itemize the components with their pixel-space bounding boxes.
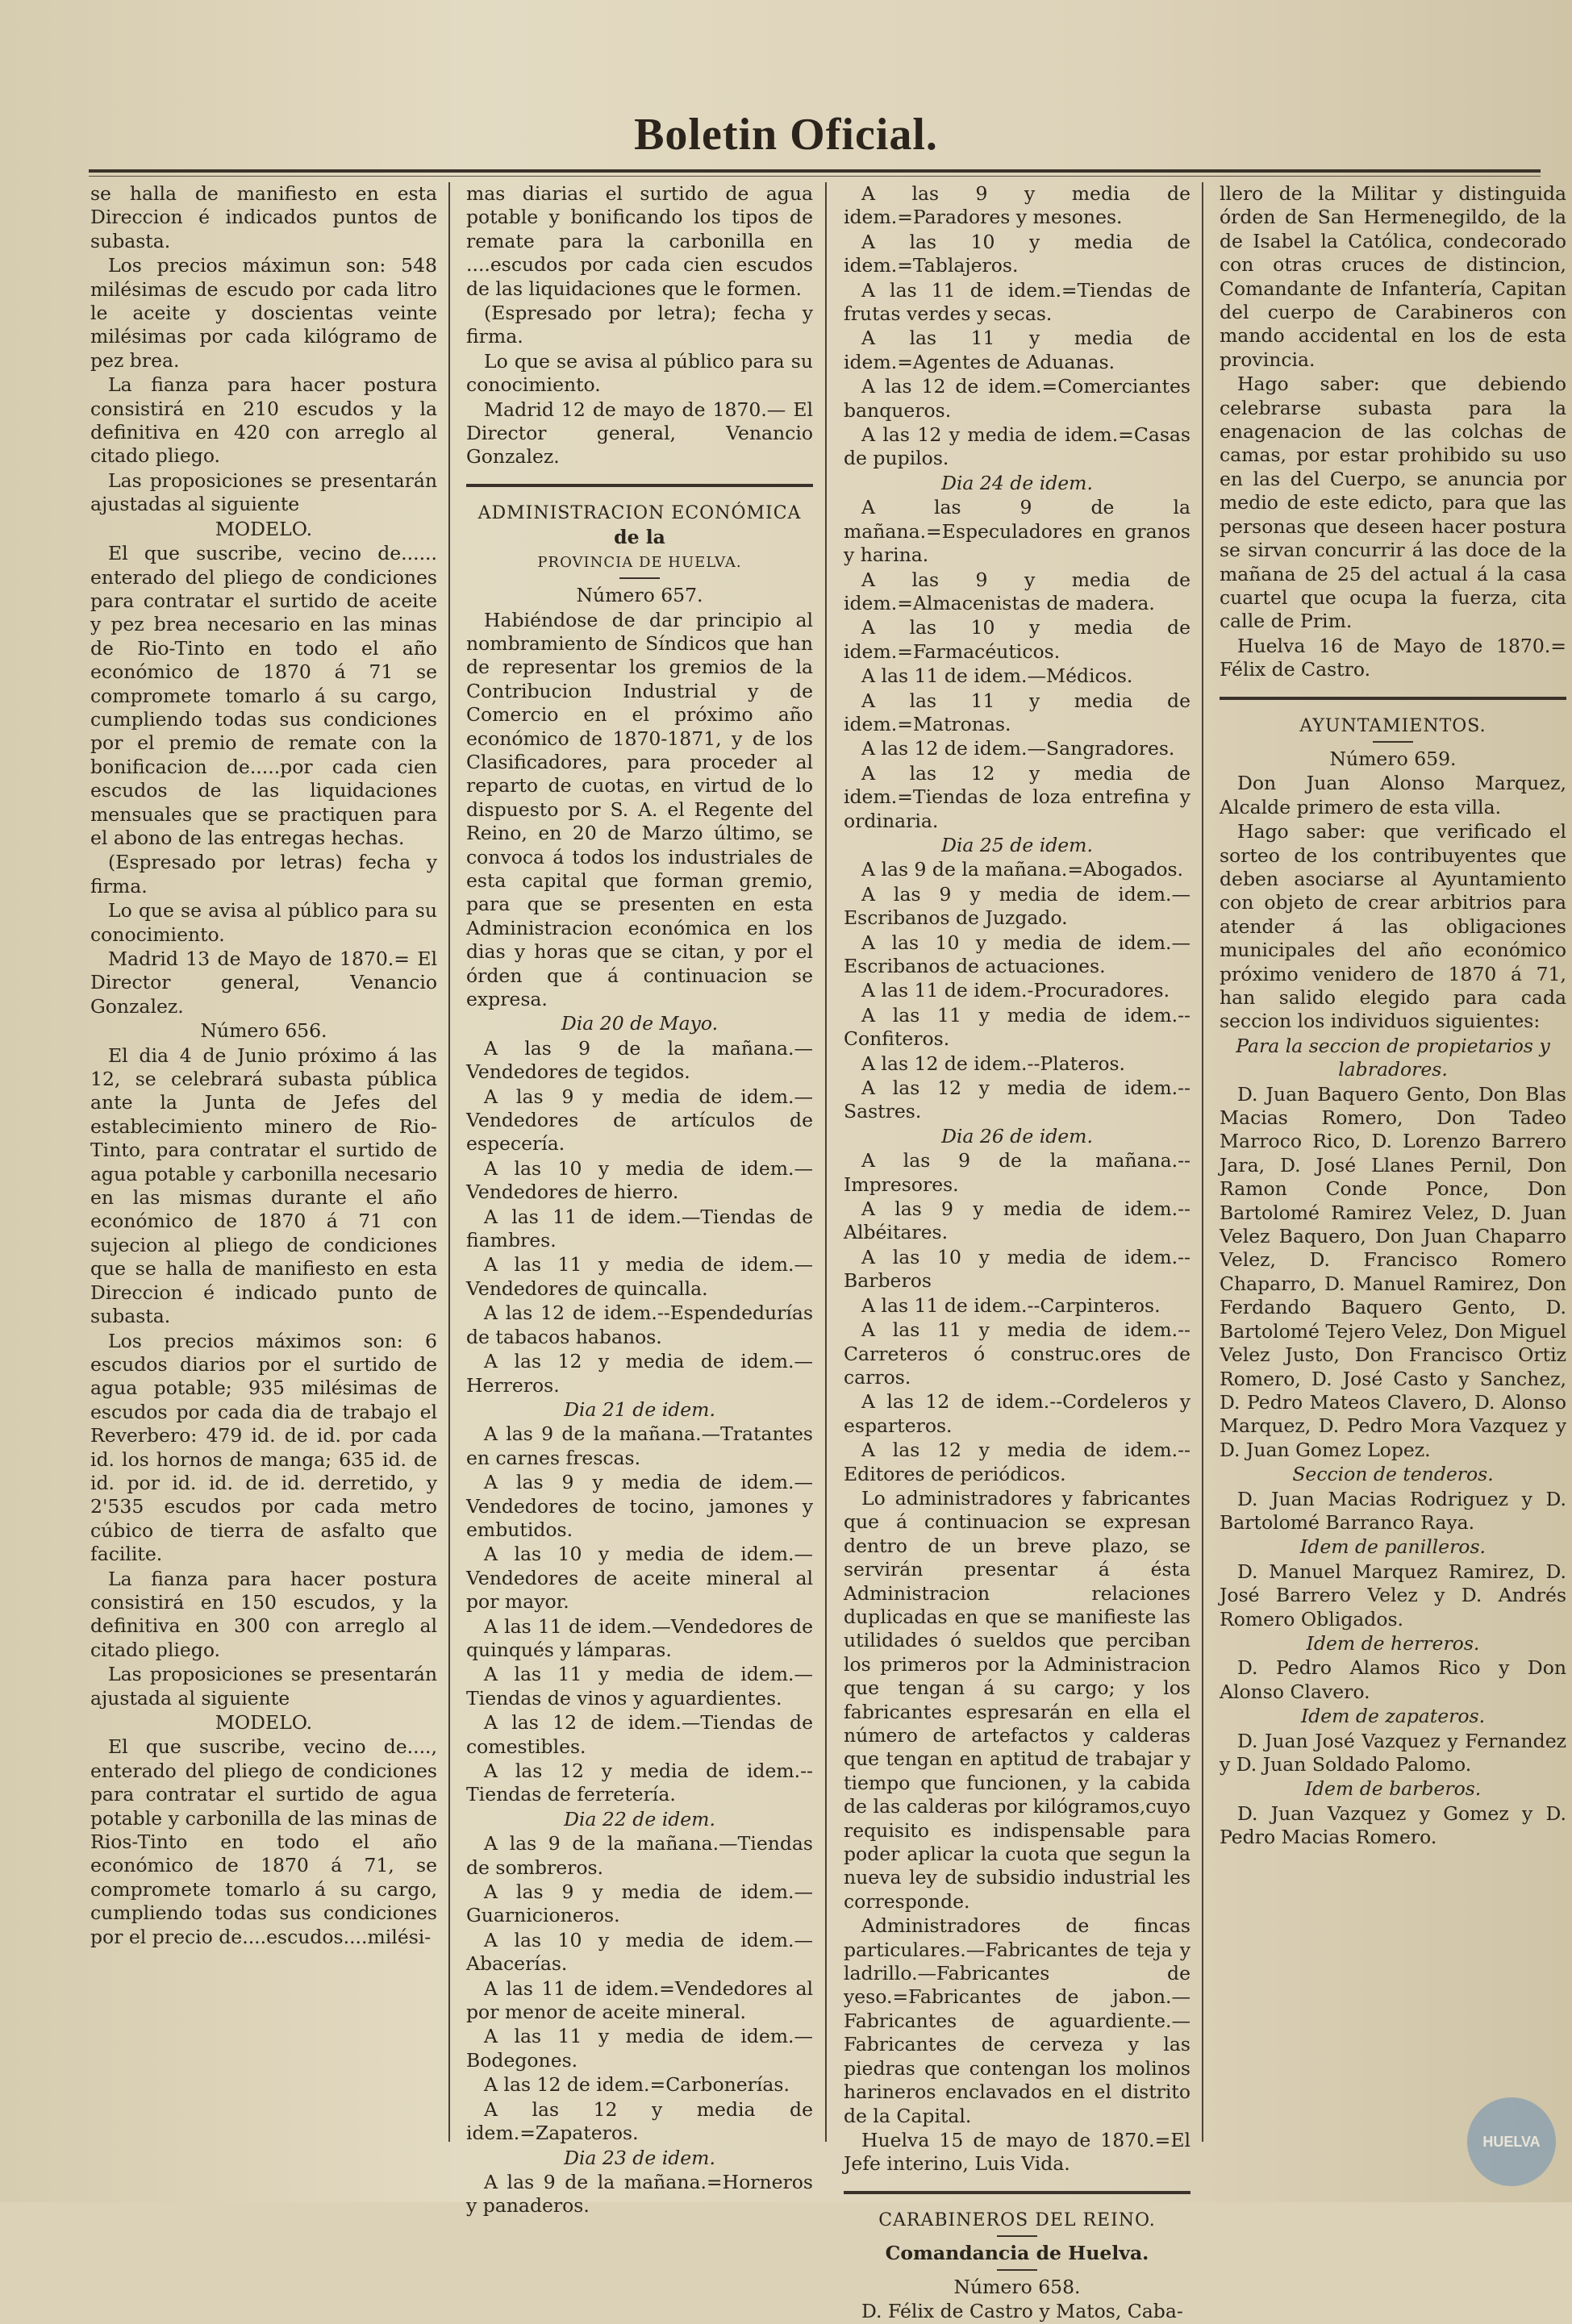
paragraph: A las 11 y media de idem.=Agentes de Aduanas.: [844, 327, 1190, 373]
column-divider: [448, 182, 450, 2142]
paragraph: A las 12 de idem.=Comerciantes banqueros.: [844, 375, 1190, 422]
paragraph: A las 12 y media de idem.=Tiendas de loza entrefina y ordinaria.: [844, 761, 1190, 832]
short-dash: [1373, 741, 1413, 743]
heading-line: PROVINCIA DE HUELVA.: [537, 553, 742, 571]
paragraph: A las 11 de idem.—Médicos.: [861, 664, 1133, 688]
paragraph: A las 9 y media de idem.—Vendedores de artículos de especería.: [466, 1085, 813, 1156]
column-4: [1220, 182, 1566, 1851]
heading-line: MODELO.: [215, 1711, 313, 1734]
subheading: Idem de herreros.: [1306, 1631, 1480, 1655]
paragraph: Hago saber: que debiendo celebrarse subasta para la enagenacion de las colchas de camas, por estar prohibido su uso en las del Cuerpo, se anuncia por medio de este edicto, para que las personas que deseen hacer postura se sirvan concurrir á las doce de la mañana de 25 del actual á la casa cuartel que ocupa la fuerza, cita calle de Prim.: [1220, 373, 1566, 633]
paragraph: Las proposiciones se presentarán ajustadas al siguiente: [90, 469, 437, 516]
heading-line: MODELO.: [215, 517, 313, 540]
paragraph: se halla de manifiesto en esta Direccion é indicados puntos de subasta.: [90, 182, 437, 252]
paragraph: Madrid 13 de Mayo de 1870.= El Director general, Venancio Gonzalez.: [90, 948, 437, 1018]
paragraph: D. Manuel Marquez Ramirez, D. José Barrero Velez y D. Andrés Romero Obligados.: [1220, 1560, 1566, 1631]
short-dash: [619, 577, 660, 579]
subheading: Seccion de tenderos.: [1292, 1463, 1494, 1486]
paragraph: A las 12 y media de idem.—Herreros.: [466, 1350, 813, 1397]
section-divider: [466, 484, 813, 487]
heading-line: Número 658.: [953, 2275, 1081, 2298]
paragraph: A las 10 y media de idem.—Abacerías.: [466, 1928, 813, 1976]
paragraph: A las 12 de idem.--Espendedurías de tabacos habanos.: [466, 1302, 813, 1348]
heading-line: Número 656.: [200, 1019, 327, 1043]
subheading: Dia 20 de Mayo.: [561, 1012, 719, 1035]
paragraph: El dia 4 de Junio próximo á las 12, se celebrará subasta pública ante la Junta de Jefes del establecimiento minero de Rio-Tinto, para contratar el surtido de agua potable y carbonilla necesario en las mismas durante el año económico de 1870 á 71 con sujecion al pliego de condiciones que se halla de manifiesto en esta Direccion é indicado punto de subasta.: [90, 1043, 437, 1328]
short-dash: [997, 2269, 1037, 2271]
paragraph: El que suscribe, vecino de...., enterado del pliego de condiciones para contratar el surtido de agua potable y carbonilla de las minas de Rios-Tinto en todo el año económico de 1870 á 71, se compromete tomarlo á su cargo, cumpliendo todas sus condiciones por el precio de....escudos....milési-: [90, 1735, 437, 1948]
paragraph: A las 12 de idem.—Sangradores.: [861, 737, 1175, 760]
section-divider: [844, 2191, 1190, 2194]
column-2: [466, 182, 813, 2219]
paragraph: A las 10 y media de idem.--Barberos: [844, 1245, 1190, 1293]
paragraph: A las 12 de idem.--Cordeleros y esparteros.: [844, 1390, 1190, 1437]
heading-line: Número 659.: [1329, 747, 1457, 770]
heading-line: Comandancia de Huelva.: [885, 2242, 1149, 2265]
paragraph: A las 10 y media de idem.—Vendedores de hierro.: [466, 1156, 813, 1204]
paragraph: D. Pedro Alamos Rico y Don Alonso Clavero.: [1220, 1656, 1566, 1703]
paragraph: D. Juan Macias Rodriguez y D. Bartolomé Barranco Raya.: [1220, 1487, 1566, 1534]
paragraph: A las 11 y media de idem.—Tiendas de vinos y aguardientes.: [466, 1663, 813, 1710]
seal-text: HUELVA: [1482, 2134, 1541, 2150]
subheading: Idem de zapateros.: [1300, 1705, 1486, 1728]
paragraph: A las 10 y media de idem.—Vendedores de aceite mineral al por mayor.: [466, 1543, 813, 1614]
paragraph: A las 10 y media de idem.=Farmacéuticos.: [844, 616, 1190, 663]
paragraph: A las 9 y media de idem.—Escribanos de Juzgado.: [844, 882, 1190, 930]
paragraph: A las 11 de idem.—Vendedores de quinqués y lámparas.: [466, 1614, 813, 1661]
paragraph: Lo que se avisa al público para su conocimiento.: [466, 349, 813, 397]
paragraph: A las 11 y media de idem.=Matronas.: [844, 689, 1190, 735]
paragraph: A las 11 de idem.—Tiendas de fiambres.: [466, 1205, 813, 1252]
paragraph: Administradores de fincas particulares.—Fabricantes de teja y ladrillo.—Fabricantes de yeso.=Fabricantes de jabon.—Fabricantes de aguardiente.—Fabricantes de cerveza y las piedras que contengan los molinos harineros enclavados en el distrito de la Capital.: [844, 1914, 1190, 2127]
subheading: Idem de panilleros.: [1300, 1535, 1486, 1559]
paragraph: A las 10 y media de idem.—Escribanos de actuaciones.: [844, 931, 1190, 977]
paragraph: Los precios máximun son: 548 milésimas de escudo por cada litro le aceite y doscientas veinte milésimas por cada kilógramo de pez brea.: [90, 254, 437, 372]
paragraph: A las 9 y media de idem.=Almacenistas de madera.: [844, 568, 1190, 614]
paragraph: A las 12 y media de idem.=Zapateros.: [466, 2097, 813, 2145]
column-1: [90, 182, 437, 1950]
paragraph: A las 11 de idem.=Vendedores al por menor de aceite mineral.: [466, 1976, 813, 2024]
paragraph: Huelva 15 de mayo de 1870.=El Jefe interino, Luis Vida.: [844, 2128, 1190, 2176]
header-rule: [89, 169, 1541, 173]
paragraph: A las 12 de idem.=Carbonerías.: [484, 2073, 790, 2097]
paragraph: A las 9 de la mañana.—Tratantes en carnes frescas.: [466, 1422, 813, 1469]
subheading: Dia 26 de idem.: [941, 1124, 1093, 1147]
paragraph: (Espresado por letra); fecha y firma.: [466, 302, 813, 348]
section-divider: [1220, 697, 1566, 700]
paragraph: Madrid 12 de mayo de 1870.— El Director general, Venancio Gonzalez.: [466, 398, 813, 469]
library-seal: [1467, 2097, 1556, 2186]
paragraph: mas diarias el surtido de agua potable y bonificando los tipos de remate para la carbonilla en ....escudos por cada cien escudos de las liquidaciones que le formen.: [466, 182, 813, 300]
page-title: Boletin Oficial.: [634, 110, 938, 160]
paragraph: A las 9 de la mañana.—Tiendas de sombreros.: [466, 1832, 813, 1879]
subheading: Para la seccion de propietarios y labradores.: [1236, 1034, 1550, 1081]
paragraph: A las 10 y media de idem.=Tablajeros.: [844, 230, 1190, 277]
paragraph: D. Juan Vazquez y Gomez y D. Pedro Macias Romero.: [1220, 1801, 1566, 1849]
header-rule-thin: [89, 176, 1541, 177]
subheading: Idem de barberos.: [1304, 1777, 1482, 1801]
subheading: Dia 22 de idem.: [564, 1807, 715, 1830]
subheading: Dia 25 de idem.: [941, 833, 1093, 856]
paragraph: D. Juan José Vazquez y Fernandez y D. Juan Soldado Palomo.: [1220, 1729, 1566, 1776]
paragraph: (Espresado por letras) fecha y firma.: [90, 851, 437, 898]
heading-line: de la: [614, 526, 665, 549]
section-heading: ADMINISTRACION ECONÓMICA: [477, 502, 802, 523]
masthead: [0, 109, 1572, 160]
heading-line: Número 657.: [576, 584, 703, 607]
section-heading: AYUNTAMIENTOS.: [1299, 715, 1487, 736]
paragraph: A las 9 y media de idem.—Guarnicioneros.: [466, 1880, 813, 1927]
paragraph: A las 11 y media de idem.--Confiteros.: [844, 1003, 1190, 1051]
paragraph: A las 11 de idem.=Tiendas de frutas verdes y secas.: [844, 278, 1190, 326]
paragraph: A las 11 y media de idem.—Vendedores de quincalla.: [466, 1253, 813, 1300]
paragraph: El que suscribe, vecino de...... enterado del pliego de condiciones para contratar el surtido de aceite y pez brea necesario en las minas de Rio-Tinto en todo el año económico de 1870 á 71 se compromete tomarlo á su cargo, cumpliendo todas sus condiciones por el premio de remate con la bonificacion de.....por cada cien escudos de las liquidaciones mensuales que se practiquen para el abono de las entregas hechas.: [90, 542, 437, 849]
paragraph: A las 11 y media de idem.—Bodegones.: [466, 2025, 813, 2072]
paragraph: A las 9 y media de idem.=Paradores y mesones.: [844, 182, 1190, 229]
paragraph: A las 12 y media de idem.--Editores de periódicos.: [844, 1439, 1190, 1485]
paragraph: llero de la Militar y distinguida órden de San Hermenegildo, de la de Isabel la Católica, condecorado con otras cruces de distincion, Comandante de Infantería, Capitan del cuerpo de Carabineros con mando accidental en los de esta provincia.: [1220, 182, 1566, 371]
paragraph: Lo que se avisa al público para su conocimiento.: [90, 899, 437, 946]
column-divider: [1202, 182, 1203, 2142]
short-dash: [997, 2235, 1037, 2237]
paragraph: A las 11 de idem.-Procuradores.: [861, 979, 1170, 1002]
subheading: Dia 21 de idem.: [564, 1397, 715, 1421]
column-divider: [825, 182, 827, 2142]
column-3: [844, 182, 1190, 2324]
paragraph: A las 9 de la mañana.=Horneros y panaderos.: [466, 2170, 813, 2218]
section-heading: CARABINEROS DEL REINO.: [878, 2209, 1156, 2230]
paragraph: A las 12 y media de idem.--Sastres.: [844, 1077, 1190, 1123]
paragraph: A las 12 y media de idem.--Tiendas de ferretería.: [466, 1760, 813, 1806]
subheading: Dia 23 de idem.: [564, 2146, 715, 2169]
paragraph: Habiéndose de dar principio al nombramiento de Síndicos que han de representar los gremios de la Contribucion Industrial y de Comercio en el próximo año económico de 1870-1871, y de los Clasificadores, para proceder al reparto de cuotas, en virtud de lo dispuesto por S. A. el Regente del Reino, en 20 de Marzo último, se convoca á todos los industriales de esta capital que forman gremio, para que se presenten en esta Administracion económica en los dias y horas que se citan, y por el órden que á continuacion se expresa.: [466, 608, 813, 1010]
paragraph: Los precios máximos son: 6 escudos diarios por el surtido de agua potable; 935 milésimas de escudos por cada dia de trabajo el Reverbero: 479 id. de id. por cada id. los hornos de manga; 635 id. de id. por id. id. de id. derretido, y 2'535 escudos por cada metro cúbico de tierra de asfalto que facilite.: [90, 1329, 437, 1566]
paragraph: A las 9 y media de idem.—Vendedores de tocino, jamones y embutidos.: [466, 1471, 813, 1541]
paragraph: Las proposiciones se presentarán ajustada al siguiente: [90, 1663, 437, 1710]
paragraph: D. Félix de Castro y Matos, Caba-: [861, 2299, 1183, 2322]
paragraph: A las 12 de idem.—Tiendas de comestibles.: [466, 1711, 813, 1758]
paragraph: A las 9 de la mañana.=Abogados.: [861, 858, 1184, 881]
paragraph: A las 9 de la mañana.=Especuladores en granos y harina.: [844, 496, 1190, 567]
paragraph: A las 9 de la mañana.—Vendedores de tegidos.: [466, 1036, 813, 1084]
paragraph: Huelva 16 de Mayo de 1870.= Félix de Castro.: [1220, 634, 1566, 681]
paragraph: A las 12 de idem.--Plateros.: [861, 1052, 1125, 1075]
paragraph: Don Juan Alonso Marquez, Alcalde primero de esta villa.: [1220, 772, 1566, 818]
paragraph: Hago saber: que verificado el sorteo de los contribuyentes que deben asociarse al Ayuntamiento con objeto de crear arbitrios para atender á las obligaciones municipales del año económico próximo venidero de 1870 á 71, han salido elegido para cada seccion los individuos siguientes:: [1220, 820, 1566, 1033]
paragraph: A las 9 de la mañana.--Impresores.: [844, 1149, 1190, 1196]
subheading: Dia 24 de idem.: [941, 471, 1093, 494]
paragraph: La fianza para hacer postura consistirá en 150 escudos, y la definitiva en 300 con arreglo al citado pliego.: [90, 1567, 437, 1661]
paragraph: A las 11 y media de idem.--Carreteros ó construc.ores de carros.: [844, 1318, 1190, 1389]
paragraph: A las 9 y media de idem.--Albéitares.: [844, 1197, 1190, 1244]
paragraph: A las 11 de idem.--Carpinteros.: [861, 1293, 1161, 1317]
paragraph: Lo administradores y fabricantes que á continuacion se expresan dentro de un breve plazo, se servirán presentar á ésta Administracion relaciones duplicadas en que se manifieste las utilidades ó sueldos que perciban los primeros por la Administracion que tengan á su cargo; y los fabricantes espresarán en ella el número de artefactos y calderas que tengan en aptitud de trabajar y tiempo que funcionen, y la cabida de las calderas por kilógramos,cuyo requisito es indispensable para poder aplicar la cuota que segun la nueva ley de subsidio industrial les corresponde.: [844, 1486, 1190, 1913]
paragraph: A las 12 y media de idem.=Casas de pupilos.: [844, 423, 1190, 470]
paragraph: D. Juan Baquero Gento, Don Blas Macias Romero, Don Tadeo Marroco Rico, D. Lorenzo Barrero Jara, D. José Llanes Pernil, Don Ramon Conde Ponce, Don Bartolomé Ramirez Velez, D. Juan Velez Baquero, Don Juan Chaparro Velez, D. Francisco Romero Chaparro, D. Manuel Ramirez, Don Ferdando Baquero Gento, D. Bartolomé Tejero Velez, Don Miguel Velez Justo, Don Francisco Ortiz Romero, D. José Casto y Sanchez, D. Pedro Mateos Clavero, D. Alonso Marquez, D. Pedro Mora Vazquez y D. Juan Gomez Lopez.: [1220, 1082, 1566, 1461]
paragraph: La fianza para hacer postura consistirá en 210 escudos y la definitiva en 420 con arreglo al citado pliego.: [90, 373, 437, 468]
